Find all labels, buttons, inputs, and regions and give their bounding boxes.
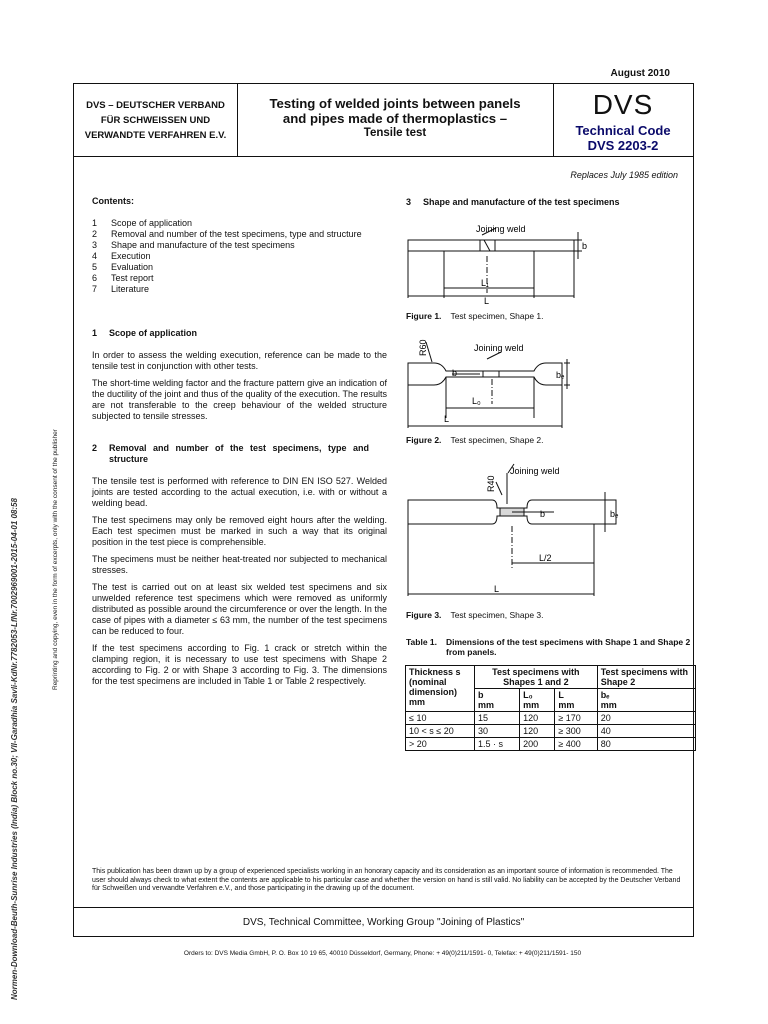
- side-download-stamp: Normen-Download-Beuth-Sunrise Industries (India) Block no.30; VIl-Garadhia Savli-KdNr.7782053-LfNr.7002969001-2015-04-01 08:58: [10, 498, 19, 1000]
- side-copyright-notice: Reprinting and copying, even in the form of excerpts, only with the consent of the publisher: [52, 429, 59, 690]
- code-block: [553, 84, 693, 156]
- table-1: [405, 665, 696, 751]
- figure-2-radius-label: R60: [418, 339, 428, 356]
- figure-3-radius-label: R40: [486, 475, 496, 492]
- figure-2-caption: Figure 2. Test specimen, Shape 2.: [406, 435, 544, 445]
- specimen-outline: [408, 240, 574, 251]
- figure-1-b-label: b: [582, 241, 588, 251]
- figure-3-be-label: bₑ: [610, 509, 619, 519]
- publisher-line: VERWANDTE VERFAHREN E.V.: [84, 129, 227, 141]
- table-row: > 20 1.5 · s 200 ≥ 400 80: [406, 738, 696, 751]
- paragraph: The tensile test is performed with reference to DIN EN ISO 527. Welded joints are tested according to the actual execution, i.e. with or without a welding bead.: [92, 476, 387, 508]
- figure-2-b-label: b: [452, 368, 458, 378]
- figure-2-drawing: [404, 334, 584, 430]
- specimen-outline: [408, 363, 562, 385]
- dvs-logo: DVS: [592, 89, 654, 120]
- figure-1-l1-label: L₁: [481, 278, 490, 288]
- figure-3-drawing: [404, 460, 622, 602]
- figure-1-drawing: [404, 218, 594, 308]
- table-row: ≤ 10 15 120 ≥ 170 20: [406, 712, 696, 725]
- table-1-caption: Table 1. Dimensions of the test specimens with Shape 1 and Shape 2 from panels.: [406, 637, 691, 657]
- table-subheader: bₑ mm: [597, 689, 695, 712]
- table-subheader: L mm: [555, 689, 597, 712]
- section-heading: 2 Removal and number of the test specimens, type and structure: [92, 443, 369, 464]
- document-subtitle: Tensile test: [363, 127, 427, 139]
- section-3-heading: 3 Shape and manufacture of the test specimens: [406, 197, 620, 207]
- paragraph: In order to assess the welding execution, reference can be made to the tensile test in conjunction with other tests.: [92, 350, 387, 371]
- table-row: 10 < s ≤ 20 30 120 ≥ 300 40: [406, 725, 696, 738]
- table-subheader: L₀ mm: [520, 689, 555, 712]
- orders-line: Orders to: DVS Media GmbH, P. O. Box 10 19 65, 40010 Düsseldorf, Germany, Phone: + 49(0)211/1591- 0, Telefax: + 49(0)211/1591- 150: [183, 950, 582, 957]
- contents-list: [92, 218, 387, 295]
- paragraph: The test specimens may only be removed eight hours after the welding. Each test specimen must be marked in such a way that its original position in the test piece is comprehensible.: [92, 515, 387, 547]
- section-1: [92, 328, 387, 428]
- figure-1-weld-label: Joining weld: [476, 224, 526, 234]
- contents-item: 2 Removal and number of the test specimens, type and structure: [92, 229, 362, 239]
- paragraph: If the test specimens according to Fig. 1 crack or stretch within the clamping region, it is necessary to use test specimens with Shape 2 according to Fig. 2 or with Shape 3 according to Fig. 3. The dimensions for the test specimens are included in Table 1 or Table 2 respectively.: [92, 643, 387, 686]
- contents-section: [92, 196, 387, 295]
- figure-2-be-label: bₑ: [556, 370, 565, 380]
- table-subheader: b mm: [475, 689, 520, 712]
- document-title-line: Testing of welded joints between panels: [269, 96, 521, 111]
- figure-3-l2-label: L/2: [539, 553, 552, 563]
- contents-item: 7 Literature: [92, 284, 150, 294]
- code-label: Technical Code: [575, 123, 671, 138]
- issue-date: August 2010: [610, 68, 670, 79]
- figure-2-l0-label: L₀: [472, 396, 481, 406]
- figure-2-weld-label: Joining weld: [474, 343, 524, 353]
- title-block: [237, 84, 554, 156]
- committee-line: DVS, Technical Committee, Working Group "Joining of Plastics": [73, 907, 694, 937]
- contents-item: 3 Shape and manufacture of the test specimens: [92, 240, 295, 250]
- contents-item: 5 Evaluation: [92, 262, 154, 272]
- contents-item: 6 Test report: [92, 273, 154, 283]
- table-header-group: Test specimens with Shapes 1 and 2: [475, 666, 598, 689]
- figure-3-l-label: L: [494, 584, 500, 594]
- contents-heading: Contents:: [92, 196, 134, 206]
- disclaimer-note: This publication has been drawn up by a group of experienced specialists working in an honorary capacity and its consideration as an important source of information is recommended. The user should always check to what extent the contents are applicable to his particular case and whether the version on hand is still valid. No liability can be accepted by the Deutscher Verband für Schweißen und verwandte Verfahren e.V., and those participating in the drawing up of the document.: [92, 868, 681, 892]
- paragraph: The short-time welding factor and the fracture pattern give an indication of the ductility of the joint and thus of the quality of the execution. The results are not transferable to the creep behaviour of the welded structure subjected to tensile stresses.: [92, 378, 388, 421]
- code-number: DVS 2203-2: [587, 138, 659, 153]
- section-heading: 1 Scope of application: [92, 328, 198, 338]
- contents-item: 1 Scope of application: [92, 218, 193, 228]
- publisher-line: DVS – DEUTSCHER VERBAND: [86, 99, 225, 111]
- table-header-row: [406, 666, 696, 689]
- document-title-line: and pipes made of thermoplastics –: [282, 111, 508, 126]
- replaces-note: Replaces July 1985 edition: [570, 170, 678, 180]
- publisher-block: [74, 84, 238, 156]
- publisher-line: FÜR SCHWEISSEN UND: [100, 114, 211, 126]
- paragraph: The specimens must be neither heat-treated nor subjected to mechanical stresses.: [92, 554, 387, 575]
- figure-3-weld-label: Joining weld: [510, 466, 560, 476]
- table-header-thickness: Thickness s (nominal dimension) mm: [406, 666, 475, 712]
- figure-3-caption: Figure 3. Test specimen, Shape 3.: [406, 610, 544, 620]
- contents-item: 4 Execution: [92, 251, 151, 261]
- figure-1-caption: Figure 1. Test specimen, Shape 1.: [406, 311, 544, 321]
- document-header: [73, 83, 694, 157]
- section-2: [92, 443, 387, 693]
- figure-2-l-label: L: [444, 414, 450, 424]
- figure-3-b-label: b: [540, 509, 546, 519]
- table-header-group: Test specimens with Shape 2: [597, 666, 695, 689]
- paragraph: The test is carried out on at least six welded test specimens and six unwelded reference test specimens which were removed as uniformly distributed as possible around the circumference or over the length. In the case of pipes with a diameter ≤ 63 mm, the number of the test specimens can be reduced to four.: [92, 582, 387, 636]
- figure-1-l-label: L: [484, 296, 490, 306]
